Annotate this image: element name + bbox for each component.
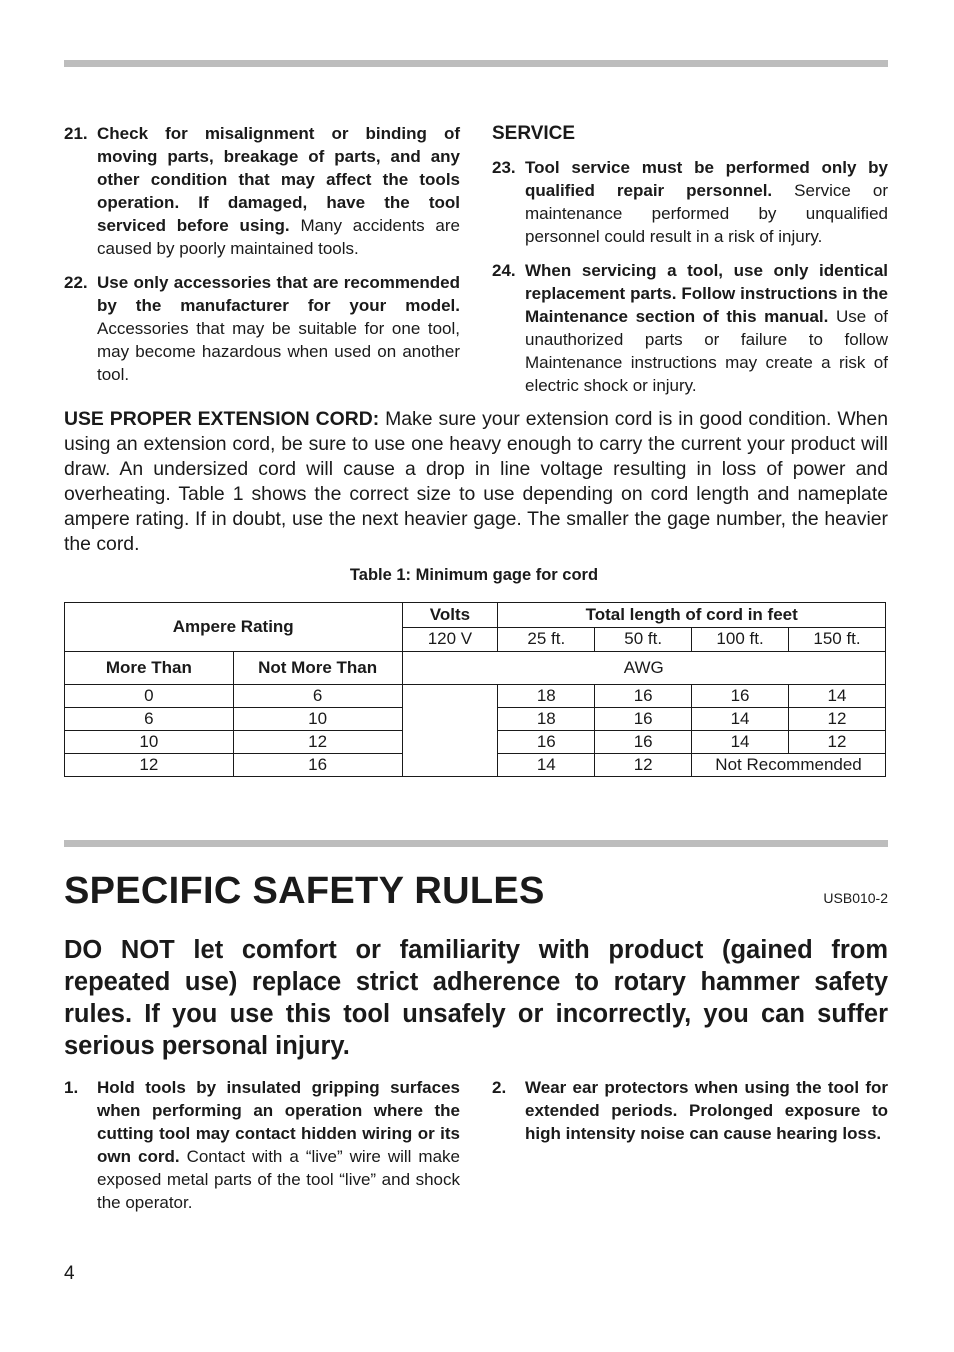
list-item-1	[64, 1076, 460, 1214]
section-title: SPECIFIC SAFETY RULES	[64, 870, 545, 912]
more-than-cell: 0	[65, 685, 234, 708]
gage-cell: 14	[498, 754, 595, 777]
item-normal-text: Many accidents are caused by poorly maintained tools.	[97, 216, 461, 258]
table-header-row	[65, 652, 886, 685]
not-more-than-cell: 12	[233, 731, 402, 754]
gage-cell: 14	[692, 708, 789, 731]
item-text	[97, 1076, 460, 1214]
item-normal-text: Contact with a “live” wire will make exposed metal parts of the tool “live” and shock the operator.	[97, 1147, 460, 1212]
gage-cell: 16	[595, 708, 692, 731]
length-50-header: 50 ft.	[595, 627, 692, 652]
item-normal-text: Accessories that may be suitable for one tool, may become hazardous when used on another tool.	[97, 319, 460, 384]
gage-cell: 12	[789, 731, 886, 754]
extension-cord-text: Make sure your extension cord is in good condition. When using an extension cord, be sure to use one heavy enough to carry the current your product will draw. An undersized cord will cause a drop in line voltage resulting in loss of power and overheating. Table 1 shows the correct size to use depending on cord length and nameplate ampere rating. If in doubt, use the next heavier gage. The smaller the gage number, the heavier the cord.	[64, 408, 888, 555]
more-than-cell: 12	[65, 754, 234, 777]
extension-cord-lead: USE PROPER EXTENSION CORD:	[64, 408, 380, 430]
table-row	[65, 685, 886, 708]
gage-cell: 12	[595, 754, 692, 777]
table-caption: Table 1: Minimum gage for cord	[349, 566, 599, 584]
section-divider	[64, 840, 888, 847]
left-column	[64, 122, 460, 397]
blank-volts-cell	[402, 685, 498, 777]
item-text	[97, 122, 460, 260]
gage-cell: 14	[789, 685, 886, 708]
table-header-row	[65, 603, 886, 628]
gage-cell: 16	[595, 731, 692, 754]
item-number: 24.	[492, 261, 516, 280]
list-item-2	[492, 1076, 888, 1145]
gage-table	[64, 602, 886, 777]
not-more-than-header: Not More Than	[233, 652, 402, 685]
list-item-22	[64, 271, 460, 386]
length-150-header: 150 ft.	[789, 627, 886, 652]
awg-header: AWG	[402, 652, 886, 685]
voltage-cell: 120 V	[402, 627, 498, 652]
volts-header: Volts	[402, 603, 498, 628]
top-divider	[64, 60, 888, 67]
length-100-header: 100 ft.	[692, 627, 789, 652]
item-number: 2.	[492, 1078, 507, 1097]
not-more-than-cell: 16	[233, 754, 402, 777]
item-text	[525, 259, 888, 397]
service-heading: SERVICE	[492, 123, 576, 144]
item-text	[525, 156, 888, 248]
ampere-rating-header: Ampere Rating	[65, 603, 403, 652]
item-text	[525, 1076, 888, 1145]
length-25-header: 25 ft.	[498, 627, 595, 652]
right-column	[492, 122, 888, 408]
not-more-than-cell: 10	[233, 708, 402, 731]
item-text	[97, 271, 460, 386]
gage-cell: 16	[692, 685, 789, 708]
page-number: 4	[64, 1263, 75, 1284]
rules-left-column	[64, 1076, 460, 1225]
safety-warning: DO NOT let comfort or familiarity with product (gained from repeated use) replace strict adherence to rotary hammer safety rules. If you use this tool unsafely or incorrectly, you can suffer serious personal injury.	[64, 936, 888, 1060]
list-item-23	[492, 156, 888, 248]
list-item-21	[64, 122, 460, 260]
gage-cell: 18	[498, 685, 595, 708]
item-number: 1.	[64, 1078, 79, 1097]
extension-cord-paragraph	[64, 407, 888, 557]
item-bold-text: Wear ear protectors when using the tool for extended periods. Prolonged exposure to high intensity noise can cause hearing loss.	[525, 1078, 888, 1143]
rules-right-column	[492, 1076, 888, 1156]
list-item-24	[492, 259, 888, 397]
more-than-cell: 6	[65, 708, 234, 731]
gage-cell: 14	[692, 731, 789, 754]
item-number: 22.	[64, 273, 88, 292]
more-than-cell: 10	[65, 731, 234, 754]
item-bold-text: Tool service must be performed only by qualified repair personnel.	[525, 158, 888, 200]
item-bold-text: Hold tools by insulated gripping surfaces when performing an operation where the cutting tool may contact hidden wiring or its own cord.	[97, 1078, 460, 1166]
item-normal-text: Service or maintenance performed by unqualified personnel could result in a risk of injury.	[525, 181, 888, 246]
item-number: 21.	[64, 124, 88, 143]
gage-cell: 16	[595, 685, 692, 708]
item-bold-text: Check for misalignment or binding of moving parts, breakage of parts, and any other condition that may affect the tools operation. If damaged, have the tool serviced before using.	[97, 124, 460, 235]
not-more-than-cell: 6	[233, 685, 402, 708]
item-number: 23.	[492, 158, 516, 177]
more-than-header: More Than	[65, 652, 234, 685]
item-bold-text: When servicing a tool, use only identical replacement parts. Follow instructions in the Maintenance section of this manual.	[525, 261, 888, 326]
gage-cell: 12	[789, 708, 886, 731]
gage-cell: 16	[498, 731, 595, 754]
total-length-header: Total length of cord in feet	[498, 603, 886, 628]
item-normal-text: Use of unauthorized parts or failure to follow Maintenance instructions may create a risk of electric shock or injury.	[525, 307, 889, 395]
document-code: USB010-2	[823, 890, 888, 906]
item-bold-text: Use only accessories that are recommended by the manufacturer for your model.	[97, 273, 460, 315]
gage-cell: 18	[498, 708, 595, 731]
not-recommended-cell: Not Recommended	[692, 754, 886, 777]
